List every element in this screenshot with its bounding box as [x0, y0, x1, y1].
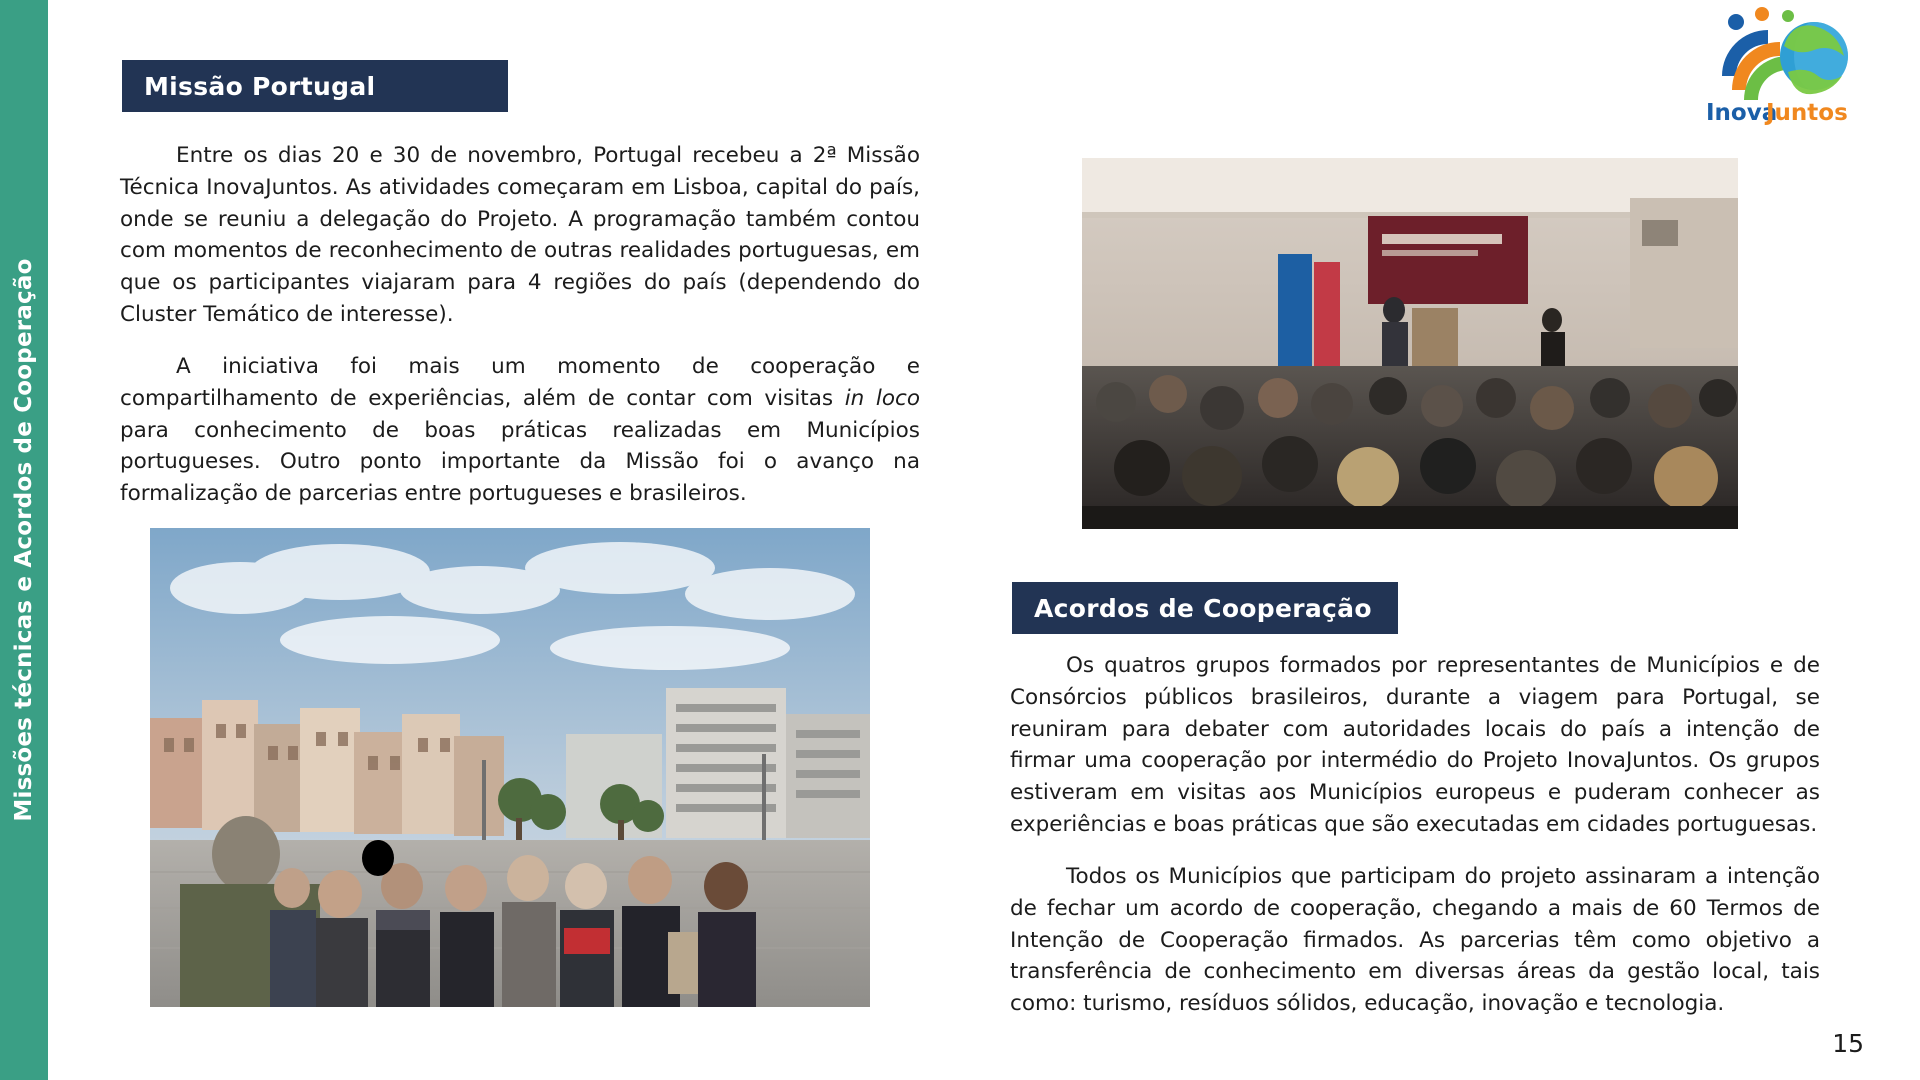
acordos-paragraph-2: Todos os Municípios que participam do projeto assinaram a intenção de fechar um acordo de cooperação, chegando a mais de 60 Termos de Intenção de Cooperação firmados. As parcerias têm como objetivo a transferência de conhecimento em diversas áreas da gestão local, tais como: turismo, resíduos sólidos, educação, inovação e tecnologia. — [1010, 863, 1820, 1017]
missao-portugal-text — [120, 140, 920, 510]
acordos-paragraph-1: Os quatros grupos formados por representantes de Municípios e de Consórcios públicos brasileiros, durante a viagem para Portugal, se reuniram para debater com autoridades locais do país a intenção de firmar uma cooperação por intermédio do Projeto InovaJuntos. Os grupos estiveram em visitas aos Municípios europeus e puderam conhecer as experiências e boas práticas que são executadas em cidades portuguesas. — [1010, 653, 1820, 838]
missao-paragraph-2-post: para conhecimento de boas práticas realizadas em Municípios portugueses. Outro ponto importante da Missão foi o avanço na formalização de parcerias entre portugueses e brasileiros. — [120, 417, 920, 507]
inovajuntos-logo — [1702, 4, 1874, 132]
acordos-cooperacao-text — [1010, 650, 1820, 1020]
section-heading-missao-portugal: Missão Portugal — [122, 60, 508, 112]
missao-paragraph-2-pre: A iniciativa foi mais um momento de cooperação e compartilhamento de experiências, além de contar com visitas — [120, 353, 920, 411]
missao-paragraph-2-italic: in loco — [844, 385, 920, 411]
svg-text:Juntos: Juntos — [1766, 100, 1848, 126]
section-heading-acordos-cooperacao: Acordos de Cooperação — [1012, 582, 1398, 634]
page-number: 15 — [1832, 1029, 1864, 1058]
sidebar-section-label: Missões técnicas e Acordos de Cooperação — [11, 258, 37, 822]
photo-delegation-lisbon-street — [150, 528, 870, 1007]
sidebar-vertical-bar — [0, 0, 48, 1080]
photo-auditorium-presentation — [1082, 158, 1738, 529]
missao-paragraph-2 — [120, 351, 920, 510]
missao-paragraph-1: Entre os dias 20 e 30 de novembro, Portugal recebeu a 2ª Missão Técnica InovaJuntos. As atividades começaram em Lisboa, capital do país, onde se reuniu a delegação do Projeto. A programação também contou com momentos de reconhecimento de outras realidades portuguesas, em que os participantes viajaram para 4 regiões do país (dependendo do Cluster Temático de interesse). — [120, 143, 920, 328]
svg-text:Inova: Inova — [1706, 100, 1778, 126]
